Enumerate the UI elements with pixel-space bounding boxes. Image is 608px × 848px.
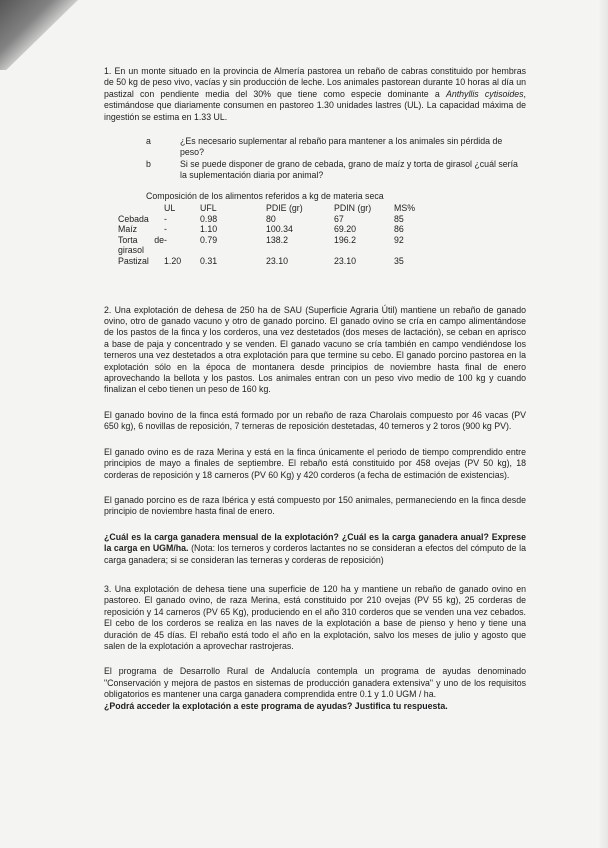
problem3-paragraph-2: El programa de Desarrollo Rural de Andalucía contempla un programa de ayudas denominado "Conservación y mejora de pastos en sistemas de producción ganadera extensiva" y uno de los requisitos obligatorios es mantener una carga ganadera comprendida entre 0.1 y 1.0 UGM / ha. (104, 666, 526, 700)
table-cell: 35 (394, 256, 404, 267)
problem1-intro (104, 66, 526, 123)
header-cell: MS% (394, 203, 416, 214)
composition-table (118, 203, 434, 267)
document-body (104, 66, 526, 712)
table-cell: Cebada (118, 213, 149, 224)
problem2-paragraph-3: El ganado ovino es de raza Merina y está en la finca únicamente el periodo de tiempo comprendido entre principios de mayo a finales de septiembre. El rebaño está constituido por 458 ovejas (PV 50 kg), 18 corderas de reposición y 18 carneros (PV 60 Kg) y 420 corderos (a fecha de estimación de existencias). (104, 446, 526, 480)
header-cell: PDIN (gr) (334, 203, 372, 214)
problem3-question (104, 701, 526, 712)
table-cell: 80 (266, 213, 276, 224)
table-cell: 1.10 (200, 224, 218, 235)
question-a (146, 136, 526, 159)
table-cell: 85 (394, 213, 404, 224)
problem1-intro-text: 1. En un monte situado en la provincia de Almería pastorea un rebaño de cabras constituido por hembras de 50 kg de peso vivo, vacías y sin producción de leche. Los animales pastorean durante 10 horas al día un pastizal con pendiente media del 30% que tiene como especie dominante a (104, 66, 526, 99)
problem1-intro-end: , estimándose que diariamente consumen en pastoreo 1.30 unidades lastres (UL). La capacidad máxima de ingestión se estima en 1.33 UL. (104, 88, 526, 122)
problem1-questions (146, 136, 526, 182)
scan-edge-shadow (598, 0, 608, 848)
table-cell: 196.2 (334, 234, 357, 245)
table-header-row (118, 203, 434, 214)
problem2-paragraph-1: 2. Una explotación de dehesa de 250 ha de SAU (Superficie Agraria Útil) mantiene un rebaño de ganado ovino, otro de ganado vacuno y otro de ganado porcino. El ganado ovino se cría en campo alimentándose de los pastos de la finca y los corderos, una vez destetados (dos meses de lactación), se ceban en aprisco a base de paja y concentrado y se venden. El ganado vacuno se cría también en campo vendiéndose los terneros una vez destetados a otra explotación para que termine su cebo. El ganado porcino pastorea en la explotación sólo en la época de montanera desde principios de noviembre hasta final de enero aprovechando la bellota y los pastos. Los animales entran con un peso vivo medio de 100 kg y cuando finalizan el cebo tienen un peso de 160 kg. (104, 304, 526, 395)
problem3-paragraph-1: 3. Una explotación de dehesa tiene una superficie de 120 ha y mantiene un rebaño de ganado ovino en pastoreo. El ganado ovino, de raza Merina, está constituido por 210 ovejas (PV 55 kg), 25 corderas de reposición y 14 carneros (PV 65 Kg), produciendo en el año 310 corderos que se venden una vez cebados. El cebo de los corderos se realiza en las naves de la explotación a base de pienso y heno y tiene una duración de 45 días. El rebaño está todo el año en la explotación, salvo los meses de julio y agosto que salen de la explotación a aprovechar rastrojeras. (104, 583, 526, 651)
table-cell: - (164, 213, 167, 224)
problem2-paragraph-2: El ganado bovino de la finca está formado por un rebaño de raza Charolais compuesto por 46 vacas (PV 650 kg), 6 novillas de reposición, 7 terneras de reposición destetadas, 40 terneros y 2 toros (900 kg PV). (104, 409, 526, 432)
question-b (146, 159, 526, 182)
table-row (118, 256, 434, 267)
table-cell: 1.20 (164, 256, 182, 267)
header-cell: UL (164, 203, 176, 214)
header-cell (118, 203, 164, 214)
question-a-text: ¿Es necesario suplementar al rebaño para mantener a los animales sin pérdida de peso? (180, 136, 503, 158)
table-cell: 92 (394, 234, 404, 245)
table-cell: 67 (334, 213, 344, 224)
table-cell: - (164, 224, 167, 235)
question-b-letter: b (146, 158, 151, 169)
scan-corner-shadow (0, 0, 78, 70)
table-cell: 0.98 (200, 213, 218, 224)
table-cell: 69.20 (334, 224, 357, 235)
question-a-letter: a (146, 136, 151, 147)
table-cell: 0.79 (200, 234, 218, 245)
table-cell: Maíz (118, 224, 138, 235)
table-cell: 23.10 (266, 256, 289, 267)
table-row (118, 224, 434, 235)
problem2-note: (Nota: los terneros y corderos lactantes no se consideran a efectos del cómputo de la carga ganadera; si se consideran las terneras y corderas de reposición) (104, 543, 526, 565)
problem2-question-text: ¿Cuál es la carga ganadera mensual de la explotación? ¿Cuál es la carga ganadera anual? Exprese la carga en UGM/ha. (104, 531, 526, 554)
table-cell: Pastizal (118, 256, 149, 267)
table-cell: 0.31 (200, 256, 218, 267)
species-name: Anthyllis cytisoides (445, 88, 524, 99)
problem2-paragraph-4: El ganado porcino es de raza Ibérica y está compuesto por 150 animales, permaneciendo en la finca desde principio de noviembre hasta final de enero. (104, 494, 526, 517)
table-row (118, 214, 434, 225)
table-cell: 23.10 (334, 256, 357, 267)
table-caption: Composición de los alimentos referidos a kg de materia seca (146, 190, 384, 201)
table-cell: 100.34 (266, 224, 293, 235)
problem2-question (104, 532, 526, 566)
table-cell: 138.2 (266, 234, 289, 245)
question-b-text: Si se puede disponer de grano de cebada, grano de maíz y torta de girasol ¿cuál sería la suplementación diaria por animal? (180, 158, 518, 181)
problem3-question-text: ¿Podrá acceder la explotación a este programa de ayudas? Justifica tu respuesta. (104, 700, 448, 711)
table-row (118, 235, 434, 256)
table-cell: Torta de girasol (118, 234, 164, 256)
header-cell: UFL (200, 203, 217, 214)
table-cell: 86 (394, 224, 404, 235)
header-cell: PDIE (gr) (266, 203, 303, 214)
table-cell: - (164, 234, 167, 245)
